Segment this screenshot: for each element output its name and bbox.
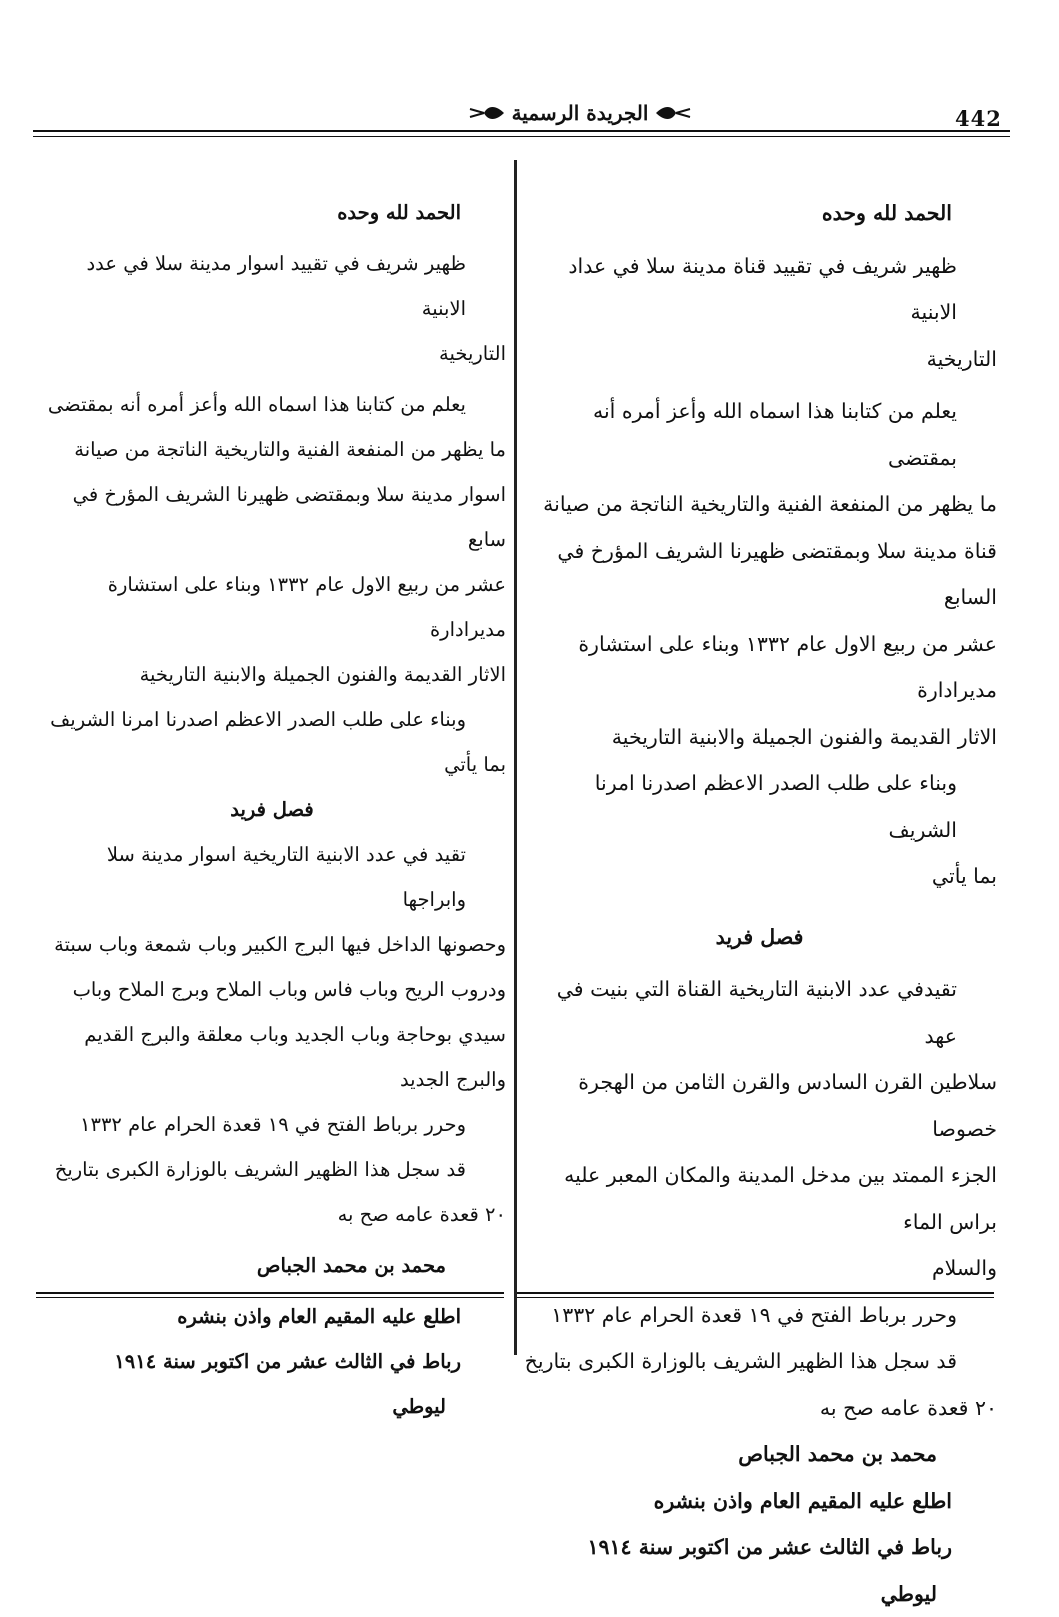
body-line: ما يظهر من المنفعة الفنية والتاريخية الناتجة من صيانة	[38, 427, 506, 472]
footer-rule-right	[517, 1292, 994, 1298]
body-line: ودروب الريح وباب فاس وباب الملاح وبرج الملاح وباب	[38, 967, 506, 1012]
decree-title-line: التاريخية	[38, 331, 506, 376]
section-heading: فصل فريد	[38, 787, 506, 832]
body-line: بما يأتي	[38, 742, 506, 787]
resident-general-name: ليوطي	[38, 1384, 506, 1429]
section-heading: فصل فريد	[522, 914, 997, 961]
signatory-name: محمد بن محمد الجباص	[522, 1431, 997, 1478]
date-line: وحرر برباط الفتح في ١٩ قعدة الحرام عام ١٣٣٢	[38, 1102, 506, 1147]
journal-title: الجريدة الرسمية	[512, 101, 649, 125]
decree-title-line: ظهير شريف في تقييد اسوار مدينة سلا في عدد الابنية	[38, 241, 506, 331]
body-line: قناة مدينة سلا وبمقتضى ظهيرنا الشريف المؤرخ في السابع	[522, 528, 997, 621]
date-line: وحرر برباط الفتح في ١٩ قعدة الحرام عام ١٣٣٢	[522, 1292, 997, 1339]
header-rule	[33, 130, 1010, 137]
body-line: سلاطين القرن السادس والقرن الثامن من الهجرة خصوصا	[522, 1059, 997, 1152]
decree-title-line: التاريخية	[522, 336, 997, 383]
approval-date: رباط في الثالث عشر من اكتوبر سنة ١٩١٤	[38, 1339, 506, 1384]
body-line: سيدي بوحاجة وباب الجديد وباب معلقة والبرج القديم	[38, 1012, 506, 1057]
footer-rule-left	[36, 1292, 504, 1298]
flourish-left-icon	[654, 103, 692, 123]
approval-line: اطلع عليه المقيم العام واذن بنشره	[38, 1294, 506, 1339]
body-line: الجزء الممتد بين مدخل المدينة والمكان المعبر عليه براس الماء	[522, 1152, 997, 1245]
flourish-right-icon	[468, 103, 506, 123]
body-line: وحصونها الداخل فيها البرج الكبير وباب شمعة وباب سبتة	[38, 922, 506, 967]
registration-line: ٢٠ قعدة عامه صح به	[522, 1385, 997, 1432]
approval-line: اطلع عليه المقيم العام واذن بنشره	[522, 1478, 997, 1525]
page-header	[0, 0, 1059, 140]
body-line: الاثار القديمة والفنون الجميلة والابنية التاريخية	[522, 714, 997, 761]
body-line: وبناء على طلب الصدر الاعظم اصدرنا امرنا الشريف	[522, 760, 997, 853]
decree-right-column	[522, 190, 997, 1617]
body-line: والبرج الجديد	[38, 1057, 506, 1102]
body-line: يعلم من كتابنا هذا اسماه الله وأعز أمره أنه بمقتضى	[38, 382, 506, 427]
body-line: تقيدفي عدد الابنية التاريخية القناة التي بنيت في عهد	[522, 966, 997, 1059]
body-line: اسوار مدينة سلا وبمقتضى ظهيرنا الشريف المؤرخ في سابع	[38, 472, 506, 562]
body-line: وبناء على طلب الصدر الاعظم اصدرنا امرنا الشريف	[38, 697, 506, 742]
approval-date: رباط في الثالث عشر من اكتوبر سنة ١٩١٤	[522, 1524, 997, 1571]
decree-left-column	[38, 190, 506, 1429]
body-line: عشر من ربيع الاول عام ١٣٣٢ وبناء على استشارة مديرادارة	[522, 621, 997, 714]
body-line: يعلم من كتابنا هذا اسماه الله وأعز أمره أنه بمقتضى	[522, 388, 997, 481]
body-line: ما يظهر من المنفعة الفنية والتاريخية الناتجة من صيانة	[522, 481, 997, 528]
body-line: عشر من ربيع الاول عام ١٣٣٢ وبناء على استشارة مديرادارة	[38, 562, 506, 652]
signatory-name: محمد بن محمد الجباص	[38, 1243, 506, 1288]
resident-general-name: ليوطي	[522, 1571, 997, 1617]
body-line: تقيد في عدد الابنية التاريخية اسوار مدينة سلا وابراجها	[38, 832, 506, 922]
body-line: والسلام	[522, 1245, 997, 1292]
page-number: 442	[955, 106, 1002, 131]
registration-line: قد سجل هذا الظهير الشريف بالوزارة الكبرى بتاريخ	[522, 1338, 997, 1385]
column-divider	[514, 160, 517, 1355]
body-line: الاثار القديمة والفنون الجميلة والابنية التاريخية	[38, 652, 506, 697]
journal-masthead	[400, 96, 760, 130]
decree-title-line: ظهير شريف في تقييد قناة مدينة سلا في عداد الابنية	[522, 243, 997, 336]
registration-line: ٢٠ قعدة عامه صح به	[38, 1192, 506, 1237]
decree-heading: الحمد لله وحده	[38, 190, 506, 235]
decree-heading: الحمد لله وحده	[522, 190, 997, 237]
registration-line: قد سجل هذا الظهير الشريف بالوزارة الكبرى بتاريخ	[38, 1147, 506, 1192]
body-line: بما يأتي	[522, 853, 997, 900]
